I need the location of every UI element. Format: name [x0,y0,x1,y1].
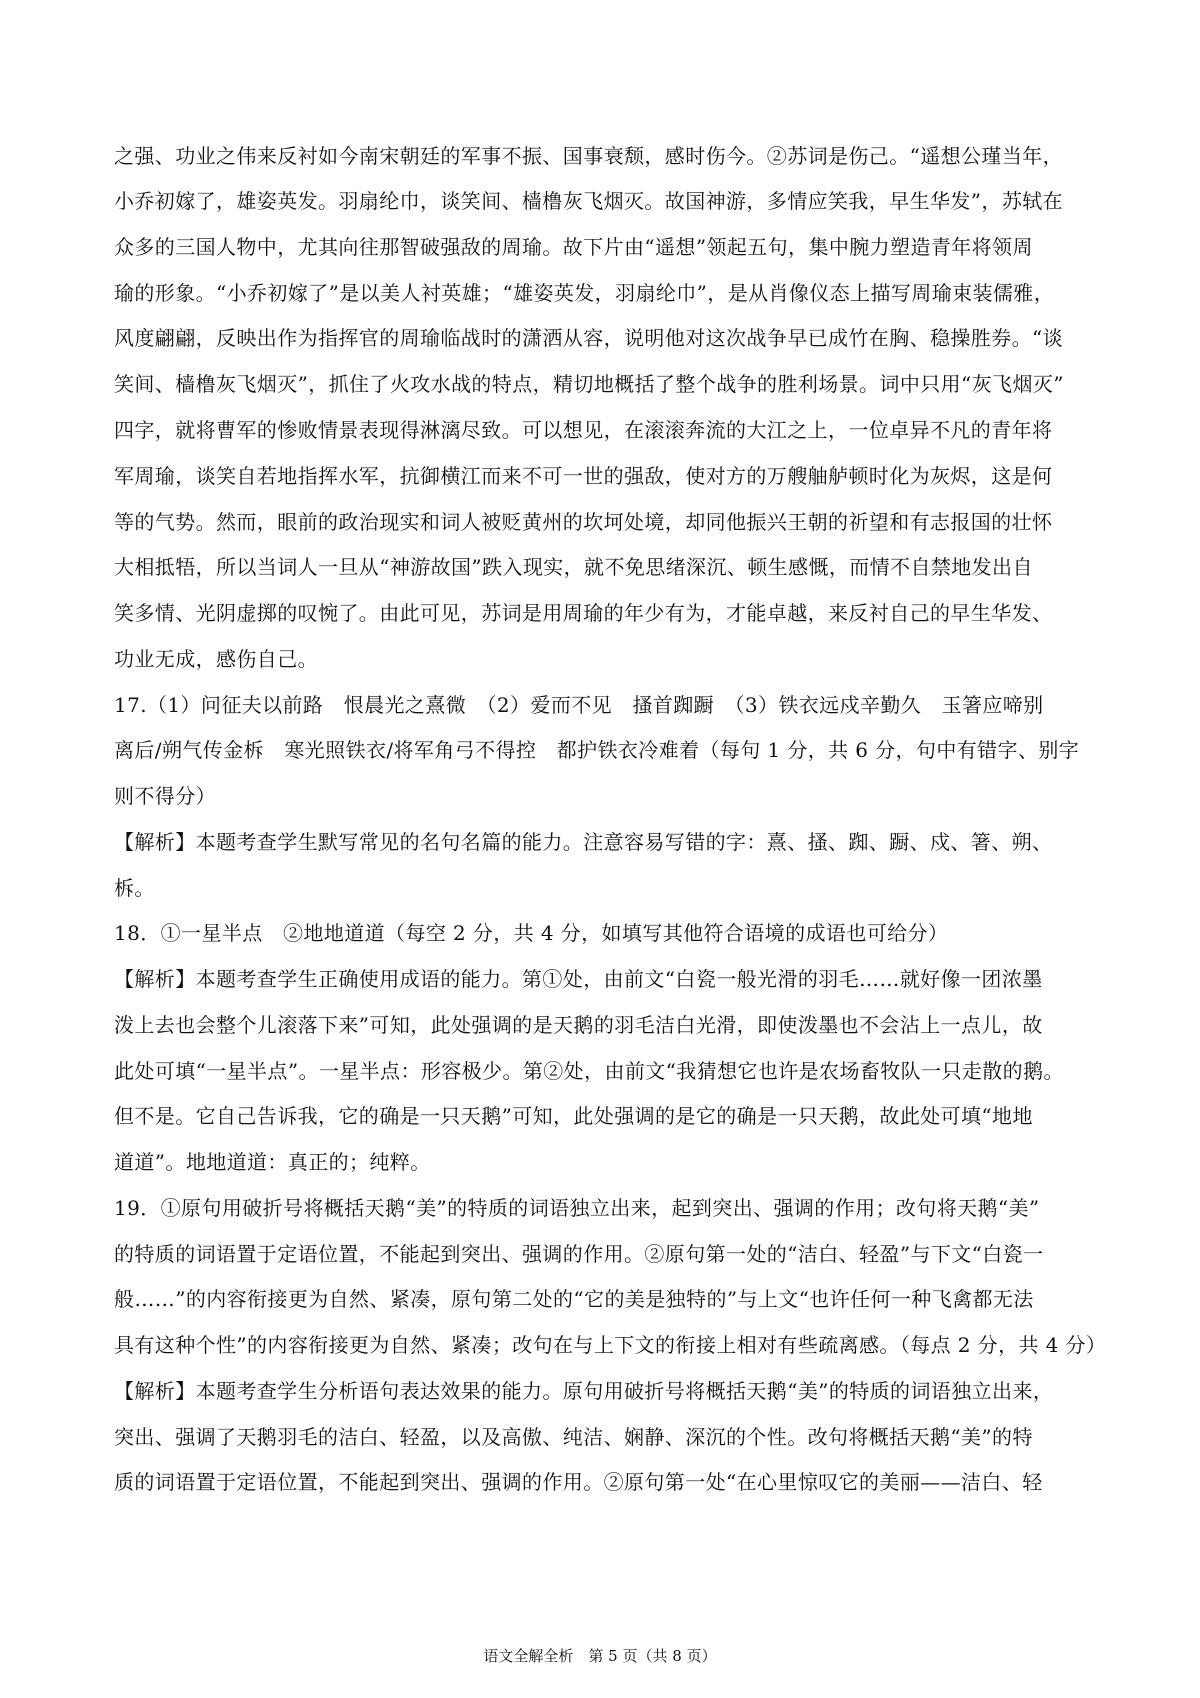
text-line: 17.（1）问征夫以前路 恨晨光之熹微 （2）爱而不见 搔首踟蹰 （3）铁衣远戍辛勤久 玉箸应啼别 [114,693,1044,717]
text-line: 则不得分） [114,784,216,808]
text-line: 功业无成，感伤自己。 [114,647,318,671]
page-footer: 语文全解全析 第 5 页（共 8 页） [483,1647,717,1665]
text-line: 离后/朔气传金柝 寒光照铁衣/将军角弓不得控 都护铁衣冷难着（每句 1 分，共 6 分，句中有错字、别字 [114,738,1080,762]
text-line: 此处可填“一星半点”。一星半点：形容极少。第②处，由前文“我猜想它也许是农场畜牧队一只走散的鹅。 [114,1059,1064,1083]
text-line: 瑜的形象。“小乔初嫁了”是以美人衬英雄；“雄姿英发，羽扇纶巾”，是从肖像仪态上描写周瑜束装儒雅， [114,281,1055,305]
text-line: 道道”。地地道道：真正的；纯粹。 [114,1150,431,1174]
text-line: 柝。 [114,876,155,900]
text-line: 之强、功业之伟来反衬如今南宋朝廷的军事不振、国事衰颓，感时伤今。②苏词是伤己。“遥想公瑾当年， [114,144,1064,168]
text-line: 笑间、樯橹灰飞烟灭”，抓住了火攻水战的特点，精切地概括了整个战争的胜利场景。词中只用“灰飞烟灭” [114,372,1064,396]
text-line: 质的词语置于定语位置，不能起到突出、强调的作用。②原句第一处“在心里惊叹它的美丽——洁白、轻 [114,1470,1043,1494]
text-line: 般……”的内容衔接更为自然、紧凑，原句第二处的“它的美是独特的”与上文“也许任何一种飞禽都无法 [114,1287,1034,1311]
text-line: 【解析】本题考查学生正确使用成语的能力。第①处，由前文“白瓷一般光滑的羽毛……就好像一团浓墨 [114,967,1043,991]
text-line: 突出、强调了天鹅羽毛的洁白、轻盈，以及高傲、纯洁、娴静、深沉的个性。改句将概括天鹅“美”的特 [114,1425,1033,1449]
text-line: 小乔初嫁了，雄姿英发。羽扇纶巾，谈笑间、樯橹灰飞烟灭。故国神游，多情应笑我，早生华发”，苏轼在 [114,189,1064,213]
text-line: 但不是。它自己告诉我，它的确是一只天鹅”可知，此处强调的是它的确是一只天鹅，故此处可填“地地 [114,1104,1033,1128]
text-line: 【解析】本题考查学生默写常见的名句名篇的能力。注意容易写错的字：熹、搔、踟、蹰、戍、箸、朔、 [114,830,1053,854]
text-line: 18．①一星半点 ②地地道道（每空 2 分，共 4 分，如填写其他符合语境的成语也可给分） [114,921,949,945]
text-line: 众多的三国人物中，尤其向往那智破强敌的周瑜。故下片由“遥想”领起五句，集中腕力塑造青年将领周 [114,235,1033,259]
text-line: 泼上去也会整个儿滚落下来”可知，此处强调的是天鹅的羽毛洁白光滑，即使泼墨也不会沾上一点儿，故 [114,1013,1043,1037]
text-line: 具有这种个性”的内容衔接更为自然、紧凑；改句在与上下文的衔接上相对有些疏离感。（每点 2 分，共 4 分） [114,1333,1107,1357]
text-line: 的特质的词语置于定语位置，不能起到突出、强调的作用。②原句第一处的“洁白、轻盈”与下文“白瓷一 [114,1242,1044,1266]
text-line: 19．①原句用破折号将概括天鹅“美”的特质的词语独立出来，起到突出、强调的作用；改句将天鹅“美” [114,1196,1040,1220]
text-line: 笑多情、光阴虚掷的叹惋了。由此可见，苏词是用周瑜的年少有为，才能卓越，来反衬自己的早生华发、 [114,601,1053,625]
text-line: 四字，就将曹军的惨败情景表现得淋漓尽致。可以想见，在滚滚奔流的大江之上，一位卓异不凡的青年将 [114,418,1053,442]
text-line: 风度翩翩，反映出作为指挥官的周瑜临战时的潇洒从容，说明他对这次战争早已成竹在胸、稳操胜券。“谈 [114,326,1064,350]
text-line: 大相抵牾，所以当词人一旦从“神游故国”跌入现实，就不免思绪深沉、顿生感慨，而情不自禁地发出自 [114,555,1033,579]
text-line: 等的气势。然而，眼前的政治现实和词人被贬黄州的坎坷处境，却同他振兴王朝的祈望和有志报国的壮怀 [114,510,1053,534]
text-line: 军周瑜，谈笑自若地指挥水军，抗御横江而来不可一世的强敌，使对方的万艘舳舻顿时化为灰烬，这是何 [114,464,1053,488]
text-line: 【解析】本题考查学生分析语句表达效果的能力。原句用破折号将概括天鹅“美”的特质的词语独立出来， [114,1379,1054,1403]
